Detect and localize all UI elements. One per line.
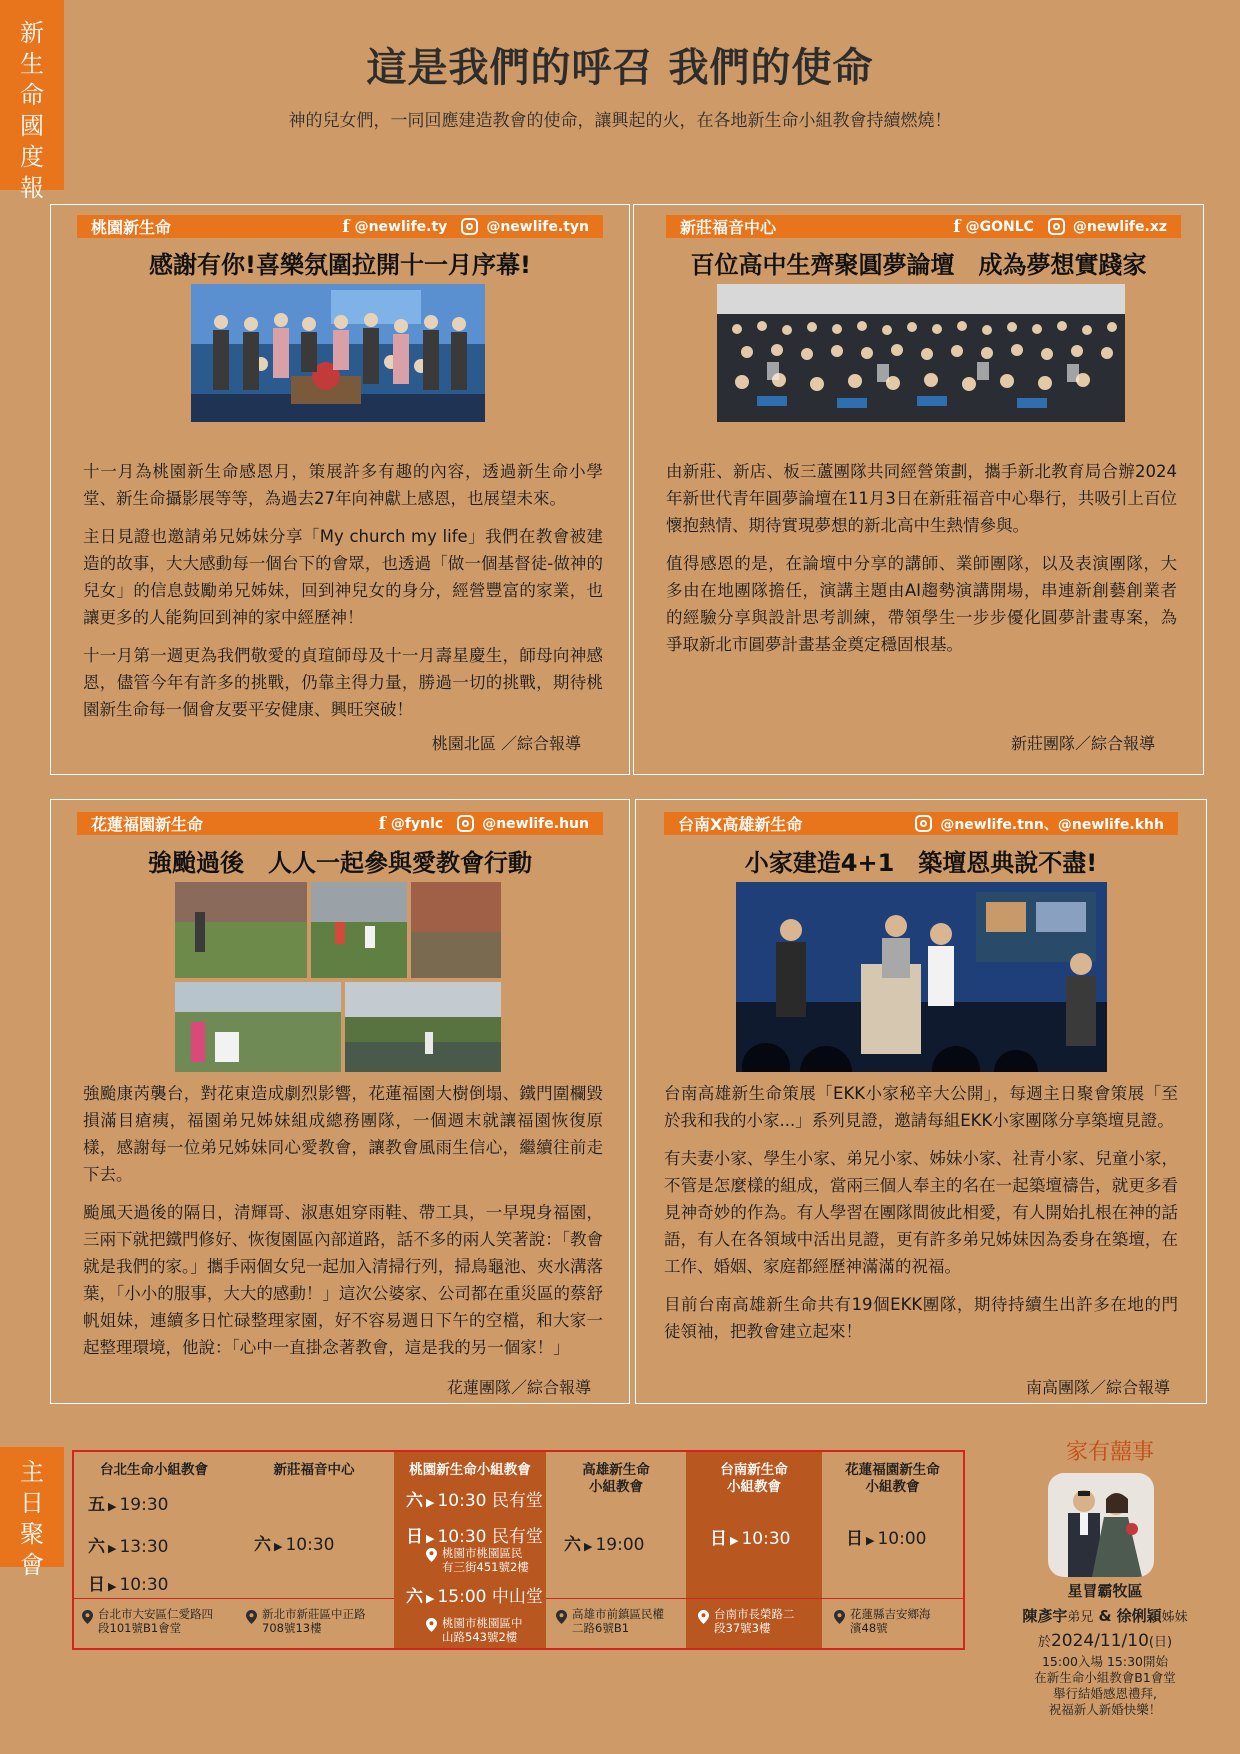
schedule-time: 六 ▶ 15:00 中山堂: [406, 1587, 543, 1607]
article-title: 強颱過後 人人一起參與愛教會行動: [148, 849, 532, 877]
article-body: [83, 1080, 603, 1372]
schedule-hualien: [822, 1452, 963, 1648]
side-tab-char: 新: [20, 19, 44, 47]
side-tab-sunday-service: [0, 1447, 64, 1579]
social-links: [379, 814, 589, 834]
instagram-icon: [1048, 218, 1065, 235]
instagram-icon: [457, 815, 474, 832]
side-tab-newsletter: [0, 0, 64, 202]
side-tab-char: 命: [20, 81, 44, 109]
article-paragraph: 值得感恩的是，在論壇中分享的講師、業師團隊，以及表演團隊，大多由在地團隊擔任，演講主題由AI趨勢演講開場，串連新創藝創業者的經驗分享與設計思考訓練，帶領學生一步步優化圓夢計畫專案，為爭取新北市圓夢計畫基金奠定穩固根基。: [666, 554, 1177, 654]
wedding-details: [1000, 1580, 1210, 1718]
location-pin-icon: [82, 1610, 93, 1624]
side-tab-char: 報: [20, 174, 44, 202]
photo-stage-testimony: [736, 882, 1107, 1072]
side-tab-char: 生: [20, 50, 44, 78]
schedule-address: 桃園市桃園區中 山路543號2樓: [442, 1616, 523, 1644]
instagram-handle[interactable]: @newlife.xz: [1072, 218, 1167, 235]
schedule-time: 日 ▶ 10:30 民有堂: [406, 1527, 543, 1547]
article-paragraph: 強颱康芮襲台，對花東造成劇烈影響，花蓮福園大樹倒塌、鐵門圍欄毀損滿目瘡痍，福園弟兄姊妹組成總務團隊，一個週末就讓福園恢復原樣，感謝每一位弟兄姊妹同心愛教會，讓教會風雨生信心，繼續往前走下去。: [83, 1084, 603, 1184]
article-card-tainan-kaohsiung: [635, 799, 1207, 1404]
schedule-address: 桃園市桃園區民 有三街451號2樓: [442, 1546, 529, 1574]
location-pin-icon: [834, 1610, 845, 1624]
schedule-time: 日 ▶ 10:30: [710, 1529, 791, 1549]
photo-forum-audience: [717, 284, 1125, 422]
wedding-line: 舉行結婚感恩禮拜,: [1053, 1686, 1157, 1701]
schedule-church-name: 台南新生命 小組教會: [720, 1462, 788, 1495]
facebook-icon: f: [342, 216, 350, 237]
wedding-line: 祝福新人新婚快樂！: [1048, 1702, 1162, 1717]
article-paragraph: 十一月為桃園新生命感恩月，策展許多有趣的內容，透過新生命小學堂、新生命攝影展等等，為過去27年向神獻上感恩，也展望未來。: [83, 462, 603, 508]
instagram-handle[interactable]: @newlife.tyn: [486, 218, 589, 235]
side-tab-char: 會: [20, 1551, 44, 1579]
article-byline: 花蓮團隊／綜合報導: [446, 1378, 591, 1397]
schedule-address: 台南市長榮路二 段37號3樓: [714, 1607, 795, 1635]
schedule-time: 日 ▶ 10:30: [88, 1575, 169, 1595]
article-body: [664, 1080, 1178, 1356]
article-paragraph: 目前台南高雄新生命共有19個EKK團隊，期待持續生出許多在地的門徒領袖，把教會建立起來！: [664, 1295, 1178, 1341]
sunday-service-schedule: [72, 1450, 965, 1650]
church-name: 花蓮福園新生命: [91, 815, 204, 834]
church-name: 桃園新生命: [91, 218, 172, 237]
photo-birthday-celebration: [191, 284, 485, 422]
facebook-handle[interactable]: @newlife.ty: [354, 218, 448, 235]
article-body: [83, 458, 603, 734]
article-paragraph: 台南高雄新生命策展「EKK小家秘辛大公開」，每週主日聚會策展「至於我和我的小家...」系列見證，邀請每組EKK小家團隊分享築壇見證。: [664, 1084, 1178, 1130]
schedule-church-name: 高雄新生命 小組教會: [582, 1462, 650, 1495]
location-pin-icon: [556, 1610, 567, 1624]
side-tab-char: 國: [20, 112, 44, 140]
schedule-church-name: 新莊福音中心: [273, 1462, 355, 1478]
article-card-hualien: [50, 799, 630, 1404]
article-byline: 桃園北區 ／綜合報導: [431, 734, 581, 753]
instagram-handle[interactable]: @newlife.hun: [482, 815, 589, 832]
article-paragraph: 主日見證也邀請弟兄姊妹分享「My church my life」我們在教會被建造的故事，大大感動每一個台下的會眾，也透過「做一個基督徒-做神的兒女」的信息鼓勵弟兄姊妹，回到神兒女的身分，經營豐富的家業，也讓更多的人能夠回到神的家中經歷神！: [83, 527, 603, 627]
location-pin-icon: [426, 1548, 437, 1562]
article-paragraph: 有夫妻小家、學生小家、弟兄小家、姊妹小家、社青小家、兒童小家，不管是怎麼樣的組成，當兩三個人奉主的名在一起築壇禱告，就更多看見神奇妙的作為。有人學習在團隊間彼此相愛，有人開始扎根在神的話語，有人在各領域中活出見證，更有許多弟兄姊妹因為委身在築壇，在工作、婚姻、家庭都經歷神滿滿的祝福。: [664, 1149, 1178, 1276]
side-tab-char: 日: [20, 1489, 44, 1517]
facebook-icon: f: [953, 216, 961, 237]
facebook-handle[interactable]: @fynlc: [390, 815, 444, 832]
location-pin-icon: [246, 1610, 257, 1624]
wedding-couple-photo: [1048, 1473, 1154, 1577]
article-header: [77, 215, 603, 238]
church-name: 台南X高雄新生命: [678, 815, 803, 834]
schedule-church-name: 台北生命小組教會: [100, 1462, 208, 1478]
schedule-time: 五 ▶ 19:30: [88, 1495, 169, 1515]
article-header: [77, 812, 603, 835]
schedule-time: 六 ▶ 10:30: [254, 1535, 335, 1555]
schedule-church-name: 花蓮福園新生命 小組教會: [845, 1462, 940, 1495]
photo-typhoon-cleanup-collage: [175, 882, 501, 1072]
schedule-tainan: [686, 1452, 822, 1648]
schedule-xinzhuang: [234, 1452, 394, 1648]
schedule-taoyuan: [394, 1452, 546, 1648]
article-card-taoyuan: [50, 204, 630, 775]
article-header: [666, 215, 1181, 238]
side-tab-char: 聚: [20, 1520, 44, 1548]
schedule-time: 六 ▶ 10:30 民有堂: [406, 1491, 543, 1511]
wedding-line: 15:00入場 15:30開始: [1041, 1654, 1169, 1669]
schedule-kaohsiung: [546, 1452, 686, 1648]
wedding-couple-names: 陳彥宇弟兄 & 徐俐穎姊妹: [1022, 1607, 1188, 1625]
schedule-time: 六 ▶ 19:00: [564, 1535, 645, 1555]
article-paragraph: 颱風天過後的隔日，清輝哥、淑惠姐穿雨鞋、帶工具，一早現身福園，三兩下就把鐵門修好、恢復園區內部道路，話不多的兩人笑著說：「教會就是我們的家。」攜手兩個女兒一起加入清掃行列，掃鳥龜池、夾水溝落葉，「小小的服事，大大的感動！」這次公婆家、公司都在重災區的蔡舒帆姐妹，連續多日忙碌整理家園，好不容易週日下午的空檔，和大家一起整理環境，他說：「心中一直掛念著教會，這是我的另一個家！」: [83, 1203, 603, 1357]
page-title: 這是我們的呼召 我們的使命: [366, 45, 874, 91]
instagram-icon: [461, 218, 478, 235]
facebook-handle[interactable]: @GONLC: [965, 218, 1034, 235]
facebook-icon: f: [378, 813, 386, 834]
instagram-icon: [915, 815, 932, 832]
article-title: 小家建造4+1 築壇恩典說不盡!: [744, 849, 1098, 877]
article-card-xinzhuang: [633, 204, 1204, 775]
divider: [74, 1598, 394, 1599]
divider: [546, 1598, 963, 1599]
social-links: [953, 217, 1167, 237]
location-pin-icon: [426, 1618, 437, 1632]
instagram-handle[interactable]: @newlife.tnn、@newlife.khh: [940, 816, 1164, 833]
social-links: [342, 217, 589, 237]
location-pin-icon: [698, 1610, 709, 1624]
side-tab-char: 主: [20, 1458, 44, 1486]
schedule-time: 六 ▶ 13:30: [88, 1537, 169, 1557]
article-byline: 南高團隊／綜合報導: [1025, 1378, 1170, 1397]
schedule-address: 台北市大安區仁愛路四 段101號B1會堂: [98, 1607, 213, 1635]
wedding-district: 星冒霸牧區: [1067, 1582, 1143, 1600]
schedule-address: 新北市新莊區中正路 708號13樓: [262, 1607, 366, 1635]
schedule-time: 日 ▶ 10:00: [846, 1529, 927, 1549]
article-title: 感謝有你!喜樂氛圍拉開十一月序幕!: [149, 251, 531, 279]
schedule-address: 高雄市前鎮區民權 二路6號B1: [572, 1607, 664, 1635]
wedding-line: 在新生命小組教會B1會堂: [1034, 1670, 1176, 1685]
article-paragraph: 由新莊、新店、板三蘆團隊共同經營策劃，攜手新北教育局合辦2024年新世代青年圓夢論壇在11月3日在新莊福音中心舉行，共吸引上百位懷抱熱情、期待實現夢想的新北高中生熱情參與。: [666, 462, 1177, 535]
side-tab-char: 度: [20, 143, 44, 171]
article-paragraph: 十一月第一週更為我們敬愛的貞瑄師母及十一月壽星慶生，師母向神感恩，儘管今年有許多的挑戰，仍靠主得力量，勝過一切的挑戰，期待桃園新生命每一個會友要平安健康、興旺突破！: [83, 646, 603, 719]
social-links: [915, 814, 1164, 834]
schedule-address: 花蓮縣吉安鄉海 濱48號: [850, 1607, 931, 1635]
article-header: [664, 812, 1178, 835]
schedule-taipei: [74, 1452, 234, 1648]
article-byline: 新莊團隊／綜合報導: [1010, 734, 1155, 753]
wedding-heading: 家有囍事: [1065, 1440, 1154, 1465]
article-title: 百位高中生齊聚圓夢論壇 成為夢想實踐家: [690, 251, 1147, 279]
wedding-date: 於2024/11/10(日): [1037, 1631, 1173, 1651]
schedule-church-name: 桃園新生命小組教會: [409, 1462, 531, 1478]
article-body: [666, 458, 1177, 669]
page-subtitle: 神的兒女們，一同回應建造教會的使命，讓興起的火，在各地新生命小組教會持續燃燒！: [288, 111, 952, 131]
church-name: 新莊福音中心: [680, 218, 777, 237]
